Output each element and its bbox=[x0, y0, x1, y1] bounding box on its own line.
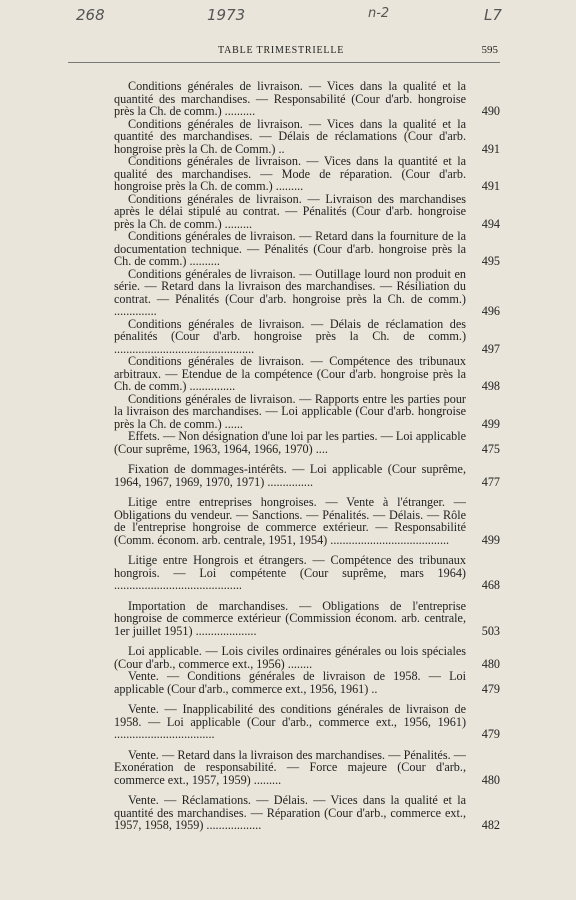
entry-text: Fixation de dommages-intérêts. — Loi applicable (Cour suprême, 1964, 1967, 1969, 1970, 1971) ............... bbox=[114, 462, 466, 489]
entry-page-ref: 491 bbox=[481, 141, 500, 156]
entry-text: Vente. — Retard dans la livraison des marchandises. — Pénalités. — Exonération de responsabilité. — Force majeure (Cour d'arb., commerce ext., 1957, 1959) ......... bbox=[114, 747, 466, 787]
entry-page-ref: 479 bbox=[481, 681, 500, 696]
entry-text: Litige entre entreprises hongroises. — Vente à l'étranger. — Obligations du vendeur. — Sanctions. — Pénalités. — Délais. — Rôle de l'entreprise hongroise de commerce extérieur. — Responsabilité (Comm. économ. arb. centrale, 1951, 1954) ....................................... bbox=[114, 495, 466, 547]
entry-text: Effets. — Non désignation d'une loi par les parties. — Loi applicable (Cour suprême, 1963, 1964, 1966, 1970) .... bbox=[114, 429, 466, 456]
handwritten-note: 268 bbox=[76, 6, 105, 24]
entry-text: Conditions générales de livraison. — Livraison des marchandises après le délai stipulé au contrat. — Pénalités (Cour d'arb. hongroise près la Ch. de comm.) ......... bbox=[114, 191, 466, 231]
entry-page-ref: 496 bbox=[481, 304, 500, 318]
index-entry bbox=[114, 600, 500, 638]
entry-page-ref: 495 bbox=[481, 254, 500, 268]
index-entry bbox=[114, 496, 500, 546]
entry-page-ref: 480 bbox=[481, 772, 500, 787]
entry-text: Importation de marchandises. — Obligations de l'entreprise hongroise de commerce extérieur (Commission économ. arb. centrale, 1er juillet 1951) .................... bbox=[114, 598, 466, 638]
index-entry bbox=[114, 703, 500, 741]
index-entries bbox=[114, 80, 500, 832]
entry-text: Vente. — Inapplicabilité des conditions générales de livraison de 1958. — Loi applicable (Cour d'arb., commerce ext., 1956, 1961) ................................. bbox=[114, 702, 466, 741]
index-entry bbox=[114, 155, 500, 193]
entry-text: Vente. — Conditions générales de livraison de 1958. — Loi applicable (Cour d'arb., commerce ext., 1956, 1961) .. bbox=[114, 669, 466, 696]
index-entry bbox=[114, 193, 500, 231]
page-number: 595 bbox=[481, 44, 498, 56]
index-entry bbox=[114, 318, 500, 356]
index-entry bbox=[114, 355, 500, 393]
header-title: TABLE TRIMESTRIELLE bbox=[218, 45, 345, 56]
entry-page-ref: 499 bbox=[481, 532, 500, 547]
entry-page-ref: 499 bbox=[481, 416, 500, 431]
entry-page-ref: 503 bbox=[481, 623, 500, 638]
entry-text: Conditions générales de livraison. — Délais de réclamation des pénalités (Cour d'arb. hongroise près la Ch. de comm.) .............................................. bbox=[114, 316, 466, 356]
handwritten-code: L7 bbox=[484, 6, 502, 24]
entry-page-ref: 477 bbox=[481, 474, 500, 489]
handwritten-year: 1973 bbox=[207, 6, 246, 24]
index-entry bbox=[114, 749, 500, 787]
entry-text: Conditions générales de livraison. — Retard dans la fourniture de la documentation technique. — Pénalités (Cour d'arb. hongroise près la Ch. de comm.) .......... bbox=[114, 229, 466, 268]
entry-text: Loi applicable. — Lois civiles ordinaires générales ou lois spéciales (Cour d'arb., commerce ext., 1956) ........ bbox=[114, 644, 466, 671]
entry-text: Conditions générales de livraison. — Vices dans la qualité et la quantité des marchandises. — Responsabilité (Cour d'arb. hongroise près la Ch. de comm.) .......... bbox=[114, 79, 466, 118]
entry-page-ref: 475 bbox=[481, 441, 500, 456]
index-entry bbox=[114, 268, 500, 318]
index-entry bbox=[114, 230, 500, 268]
entry-text: Vente. — Réclamations. — Délais. — Vices dans la qualité et la quantité des marchandises. — Réparation (Cour d'arb., commerce ext., 1957, 1958, 1959) .................. bbox=[114, 793, 466, 832]
index-entry bbox=[114, 118, 500, 156]
entry-page-ref: 498 bbox=[481, 379, 500, 393]
entry-page-ref: 479 bbox=[481, 727, 500, 741]
index-entry bbox=[114, 554, 500, 592]
entry-page-ref: 494 bbox=[481, 216, 500, 231]
entry-text: Conditions générales de livraison. — Vices dans la quantité et la qualité des marchandises. — Mode de réparation. (Cour d'arb. hongroise près la Ch. de comm.) ......... bbox=[114, 154, 466, 193]
index-entry bbox=[114, 463, 500, 488]
index-entry bbox=[114, 794, 500, 832]
index-entry bbox=[114, 645, 500, 670]
entry-page-ref: 497 bbox=[481, 341, 500, 356]
entry-text: Litige entre Hongrois et étrangers. — Compétence des tribunaux hongrois. — Loi compétente (Cour suprême, mars 1964) .......................................... bbox=[114, 553, 466, 592]
index-entry bbox=[114, 80, 500, 118]
entry-page-ref: 491 bbox=[481, 179, 500, 193]
header-rule bbox=[68, 62, 500, 63]
index-entry bbox=[114, 430, 500, 455]
entry-text: Conditions générales de livraison. — Rapports entre les parties pour la livraison des marchandises. — Loi applicable (Cour d'arb. hongroise près la Ch. de comm.) ...... bbox=[114, 391, 466, 431]
entry-page-ref: 468 bbox=[481, 578, 500, 592]
index-entry bbox=[114, 393, 500, 431]
entry-page-ref: 482 bbox=[481, 818, 500, 832]
entry-text: Conditions générales de livraison. — Vices dans la qualité et la quantité des marchandises. — Délais de réclamations (Cour d'arb. hongroise près la Ch. de Comm.) .. bbox=[114, 116, 466, 156]
entry-text: Conditions générales de livraison. — Compétence des tribunaux arbitraux. — Etendue de la compétence (Cour d'arb. hongroise près la Ch. de comm.) ............... bbox=[114, 354, 466, 393]
entry-page-ref: 490 bbox=[481, 104, 500, 118]
entry-page-ref: 480 bbox=[481, 656, 500, 671]
entry-text: Conditions générales de livraison. — Outillage lourd non produit en série. — Retard dans la livraison des marchandises. — Résiliation du contrat. — Pénalités (Cour d'arb. hongroise près la Ch. de comm.) .............. bbox=[114, 266, 466, 318]
handwritten-number: n-2 bbox=[368, 6, 390, 21]
index-entry bbox=[114, 670, 500, 695]
